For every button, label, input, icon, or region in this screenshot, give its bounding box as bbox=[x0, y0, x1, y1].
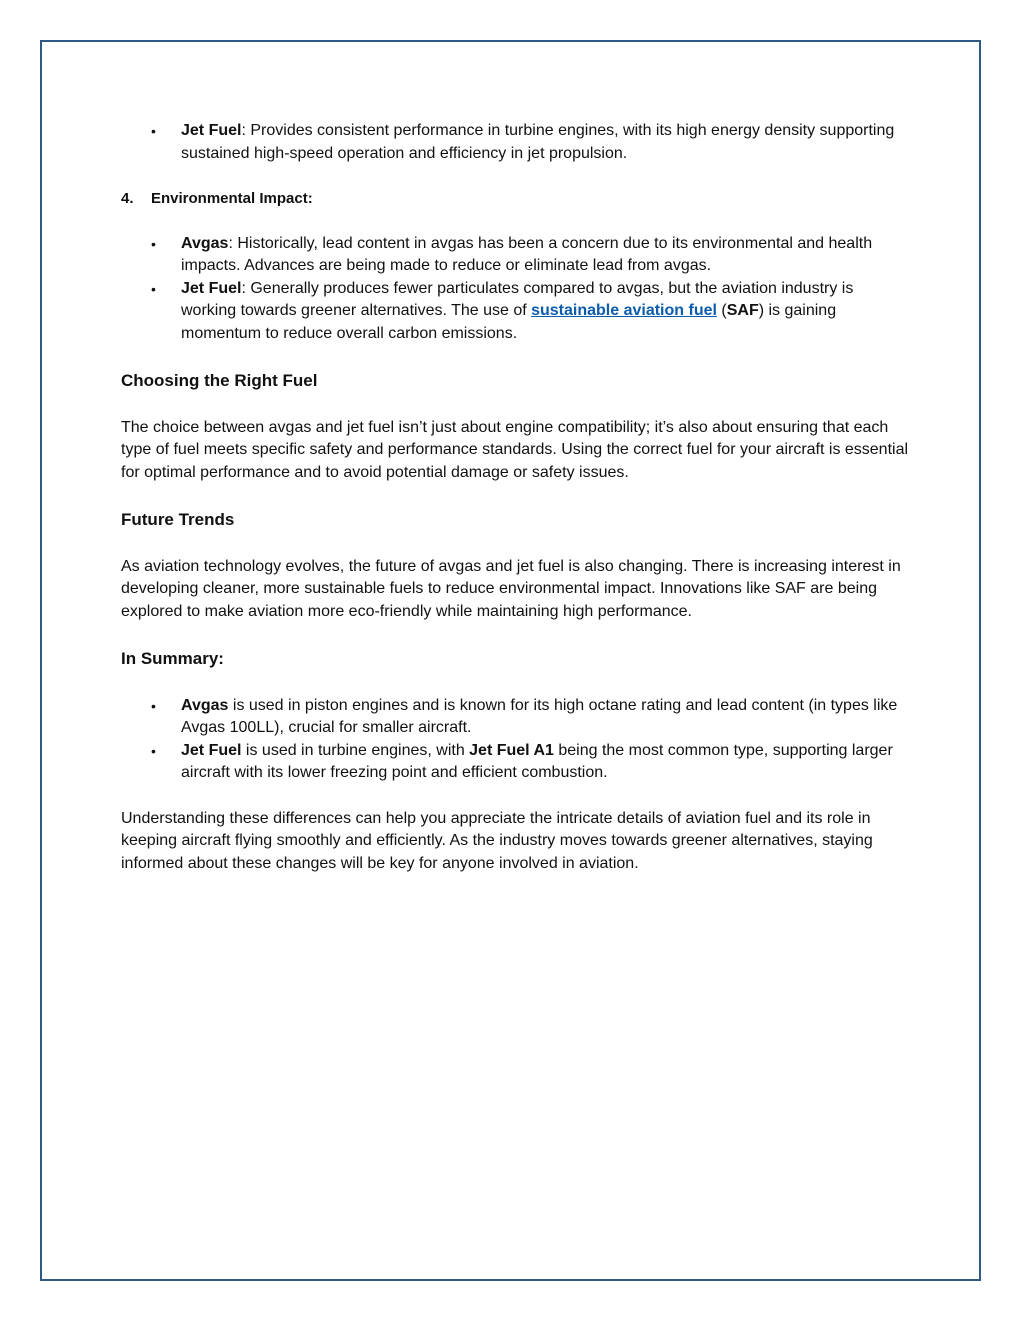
environmental-impact-list bbox=[121, 233, 911, 346]
item-text: being the most common type, supporting larger aircraft with its lower freezing point and efficient combustion. bbox=[181, 741, 893, 781]
term-label: Jet Fuel A1 bbox=[469, 741, 554, 759]
term-label: Jet Fuel bbox=[181, 122, 242, 139]
section-number: 4. bbox=[121, 190, 134, 207]
saf-link[interactable]: sustainable aviation fuel bbox=[531, 302, 717, 319]
document-body bbox=[121, 120, 911, 875]
term-label: Jet Fuel bbox=[181, 279, 242, 297]
item-text: is used in piston engines and is known for its high octane rating and lead content (in types like Avgas 100LL), crucial for smaller aircraft. bbox=[181, 696, 898, 736]
paragraph-future-trends: As aviation technology evolves, the future of avgas and jet fuel is also changing. There is increasing interest in developing cleaner, more sustainable fuels to reduce environmental impact. Innovations like SAF are being explored to make aviation more eco-friendly while maintaining high performance. bbox=[121, 557, 901, 620]
item-text: : Provides consistent performance in turbine engines, with its high energy density supporting sustained high-speed operation and efficiency in jet propulsion. bbox=[181, 122, 895, 162]
item-text: is used in turbine engines, with bbox=[241, 741, 470, 759]
term-label: Avgas bbox=[181, 234, 229, 252]
item-text: ) is gaining momentum to reduce overall carbon emissions. bbox=[181, 302, 837, 342]
bullet-icon: • bbox=[151, 697, 156, 714]
paragraph-closing: Understanding these differences can help you appreciate the intricate details of aviation fuel and its role in keeping aircraft flying smoothly and efficiently. As the industry moves towards greener alternatives, staying informed about these changes will be key for anyone involved in aviation. bbox=[121, 809, 873, 872]
list-item bbox=[121, 278, 911, 346]
item-text: : Historically, lead content in avgas has been a concern due to its environmental and health impacts. Advances are being made to reduce or eliminate lead from avgas. bbox=[181, 234, 873, 274]
item-text: ( bbox=[716, 302, 727, 319]
section-heading-environmental bbox=[121, 188, 911, 211]
bullet-icon: • bbox=[151, 235, 156, 252]
list-item bbox=[121, 233, 911, 278]
abbr-label: SAF bbox=[726, 302, 759, 319]
list-item bbox=[121, 740, 911, 785]
heading-future-trends: Future Trends bbox=[121, 510, 235, 529]
heading-in-summary: In Summary: bbox=[121, 649, 224, 668]
item-text: : Generally produces fewer particulates compared to avgas, but the aviation industry is working towards greener alternatives. The use of bbox=[181, 279, 854, 319]
heading-choosing-fuel: Choosing the Right Fuel bbox=[121, 371, 318, 390]
term-label: Avgas bbox=[181, 696, 229, 714]
bullet-icon: • bbox=[151, 742, 156, 759]
summary-list bbox=[121, 695, 911, 785]
list-item bbox=[121, 695, 911, 740]
paragraph-choosing-fuel: The choice between avgas and jet fuel isn’t just about engine compatibility; it’s also about ensuring that each type of fuel meets specific safety and performance standards. Using the correct fuel for your aircraft is essential for optimal performance and to avoid potential damage or safety issues. bbox=[121, 418, 909, 481]
bullet-icon: • bbox=[151, 280, 156, 297]
jet-fuel-performance-list bbox=[121, 120, 911, 165]
term-label: Jet Fuel bbox=[181, 741, 242, 759]
bullet-icon: • bbox=[151, 123, 156, 139]
section-title: Environmental Impact: bbox=[151, 190, 313, 207]
list-item bbox=[121, 120, 911, 165]
spacer bbox=[121, 785, 911, 808]
